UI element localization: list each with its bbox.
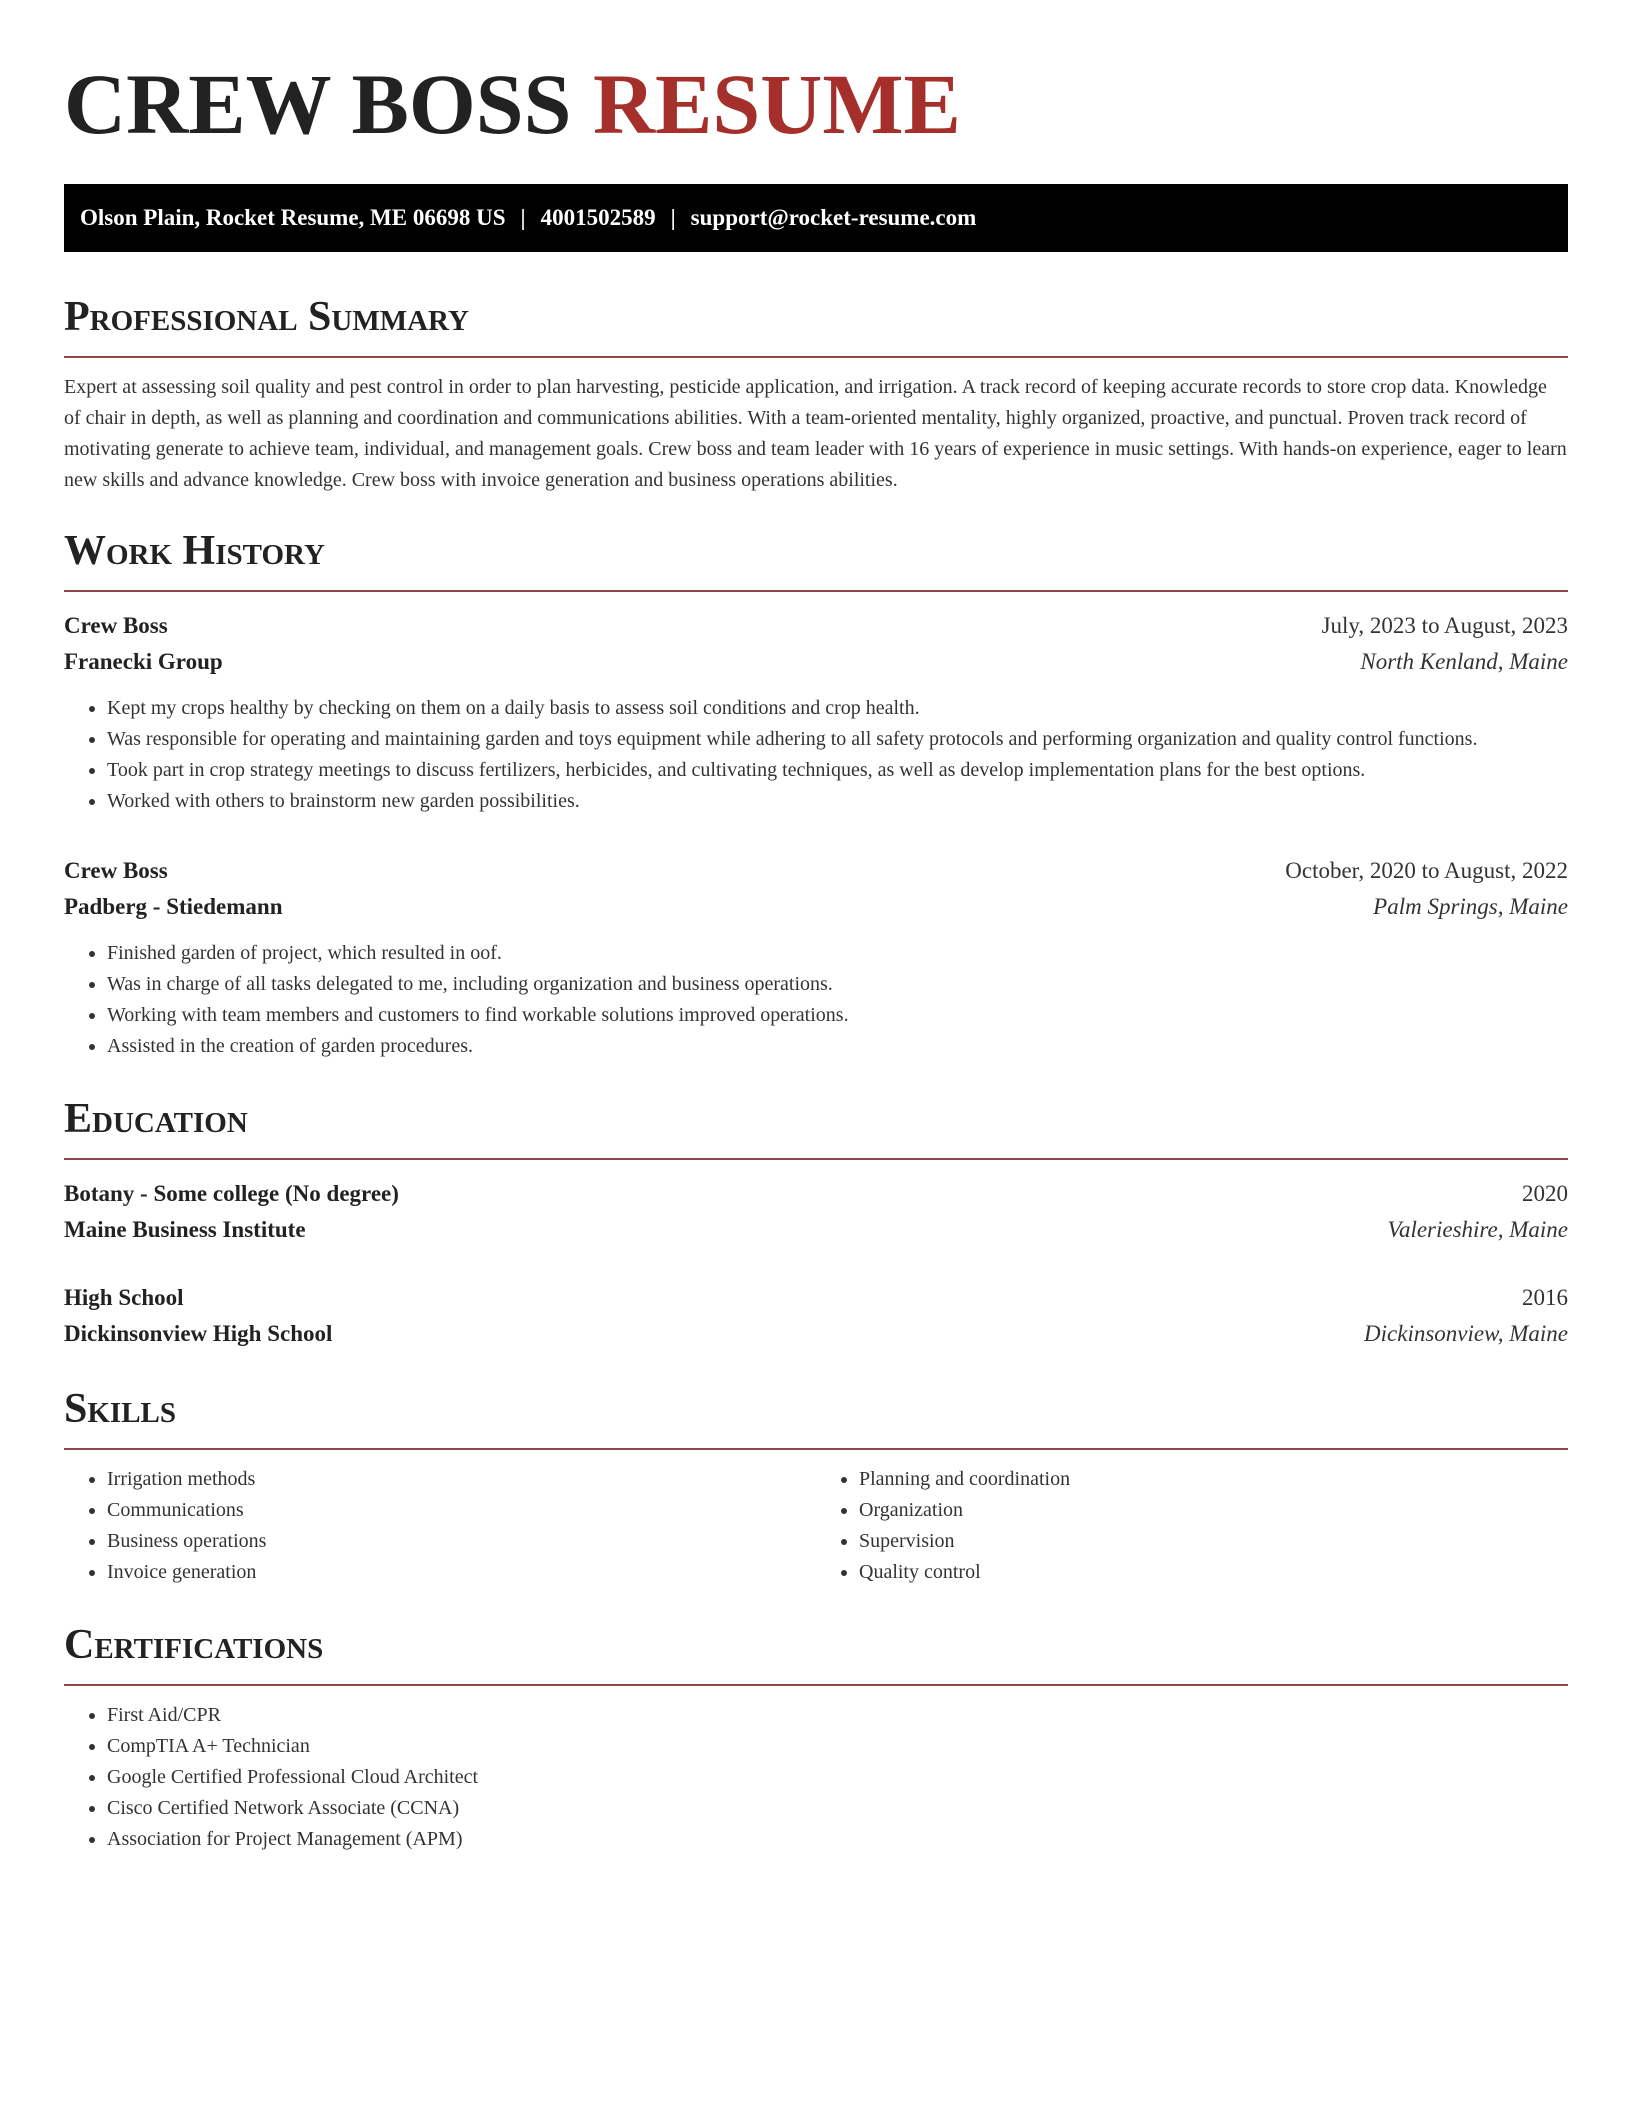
job-title: Crew Boss bbox=[64, 858, 168, 883]
list-item: • Working with team members and customers to find workable solutions improved operations. bbox=[107, 1000, 1568, 1031]
job-dates: July, 2023 to August, 2023 bbox=[1321, 613, 1568, 638]
contact-bar bbox=[64, 184, 1568, 252]
job-title: Crew Boss bbox=[64, 613, 168, 638]
skills-columns bbox=[64, 1464, 1568, 1588]
section-divider bbox=[64, 1684, 1568, 1686]
education-degree: High School bbox=[64, 1285, 184, 1310]
list-item: • Quality control bbox=[859, 1557, 1568, 1588]
list-item: • CompTIA A+ Technician bbox=[107, 1731, 1568, 1762]
section-divider bbox=[64, 356, 1568, 358]
education-entry bbox=[64, 1280, 1568, 1352]
summary-heading: Professional Summary bbox=[64, 294, 469, 340]
work-history-section bbox=[64, 526, 1568, 1062]
list-item: • Google Certified Professional Cloud Architect bbox=[107, 1762, 1568, 1793]
job-entry bbox=[64, 853, 1568, 1062]
section-divider bbox=[64, 590, 1568, 592]
job-location: Palm Springs, Maine bbox=[1373, 894, 1568, 919]
work-history-heading: Work History bbox=[64, 528, 325, 574]
skills-heading: Skills bbox=[64, 1386, 177, 1432]
contact-address: Olson Plain, Rocket Resume, ME 06698 US bbox=[80, 205, 506, 230]
list-item: • Was responsible for operating and maintaining garden and toys equipment while adhering to all safety protocols and performing organization and quality control functions. bbox=[107, 724, 1568, 755]
resume-title bbox=[64, 58, 1568, 150]
list-item: • Invoice generation bbox=[107, 1557, 816, 1588]
list-item: • Business operations bbox=[107, 1526, 816, 1557]
list-item: • Worked with others to brainstorm new garden possibilities. bbox=[107, 786, 1568, 817]
contact-phone: 4001502589 bbox=[540, 205, 656, 230]
certifications-heading: Certifications bbox=[64, 1622, 324, 1668]
list-item: • Association for Project Management (APM) bbox=[107, 1824, 1568, 1855]
education-heading: Education bbox=[64, 1096, 248, 1142]
education-entry bbox=[64, 1176, 1568, 1248]
list-item: • Was in charge of all tasks delegated to me, including organization and business operations. bbox=[107, 969, 1568, 1000]
education-location: Dickinsonview, Maine bbox=[1364, 1321, 1568, 1346]
education-section bbox=[64, 1094, 1568, 1352]
job-company: Franecki Group bbox=[64, 649, 223, 674]
list-item: • Assisted in the creation of garden procedures. bbox=[107, 1031, 1568, 1062]
list-item: • Supervision bbox=[859, 1526, 1568, 1557]
contact-separator: | bbox=[520, 205, 526, 230]
list-item: • Kept my crops healthy by checking on them on a daily basis to assess soil conditions and crop health. bbox=[107, 693, 1568, 724]
list-item: • Organization bbox=[859, 1495, 1568, 1526]
certifications-section bbox=[64, 1620, 1568, 1855]
list-item: • Communications bbox=[107, 1495, 816, 1526]
title-main: CREW BOSS bbox=[64, 56, 572, 152]
list-item: • Finished garden of project, which resulted in oof. bbox=[107, 938, 1568, 969]
list-item: • Planning and coordination bbox=[859, 1464, 1568, 1495]
education-school: Dickinsonview High School bbox=[64, 1321, 333, 1346]
job-entry bbox=[64, 608, 1568, 817]
job-bullets bbox=[64, 693, 1568, 817]
education-location: Valerieshire, Maine bbox=[1387, 1217, 1568, 1242]
section-divider bbox=[64, 1158, 1568, 1160]
section-divider bbox=[64, 1448, 1568, 1450]
education-year: 2020 bbox=[1522, 1181, 1568, 1206]
skills-list-right bbox=[816, 1464, 1568, 1588]
contact-separator: | bbox=[670, 205, 676, 230]
job-dates: October, 2020 to August, 2022 bbox=[1285, 858, 1568, 883]
skills-list-left bbox=[64, 1464, 816, 1588]
contact-email: support@rocket-resume.com bbox=[690, 205, 977, 230]
education-year: 2016 bbox=[1522, 1285, 1568, 1310]
list-item: • Cisco Certified Network Associate (CCNA) bbox=[107, 1793, 1568, 1824]
education-school: Maine Business Institute bbox=[64, 1217, 306, 1242]
summary-text: Expert at assessing soil quality and pest control in order to plan harvesting, pesticide application, and irrigation. A track record of keeping accurate records to store crop data. Knowledge of chair in depth, as well as planning and coordination and communications abilities. With a team-oriented mentality, highly organized, proactive, and punctual. Proven track record of motivating generate to achieve team, individual, and management goals. Crew boss and team leader with 16 years of experience in music settings. With hands-on experience, eager to learn new skills and advance knowledge. Crew boss with invoice generation and business operations abilities. bbox=[64, 376, 1567, 491]
list-item: • Took part in crop strategy meetings to discuss fertilizers, herbicides, and cultivating techniques, as well as develop implementation plans for the best options. bbox=[107, 755, 1568, 786]
job-company: Padberg - Stiedemann bbox=[64, 894, 283, 919]
education-degree: Botany - Some college (No degree) bbox=[64, 1181, 399, 1206]
list-item: • First Aid/CPR bbox=[107, 1700, 1568, 1731]
skills-section bbox=[64, 1384, 1568, 1588]
title-accent: RESUME bbox=[592, 56, 961, 152]
list-item: • Irrigation methods bbox=[107, 1464, 816, 1495]
job-location: North Kenland, Maine bbox=[1360, 649, 1568, 674]
job-bullets bbox=[64, 938, 1568, 1062]
summary-section bbox=[64, 292, 1568, 496]
certifications-list bbox=[64, 1700, 1568, 1855]
